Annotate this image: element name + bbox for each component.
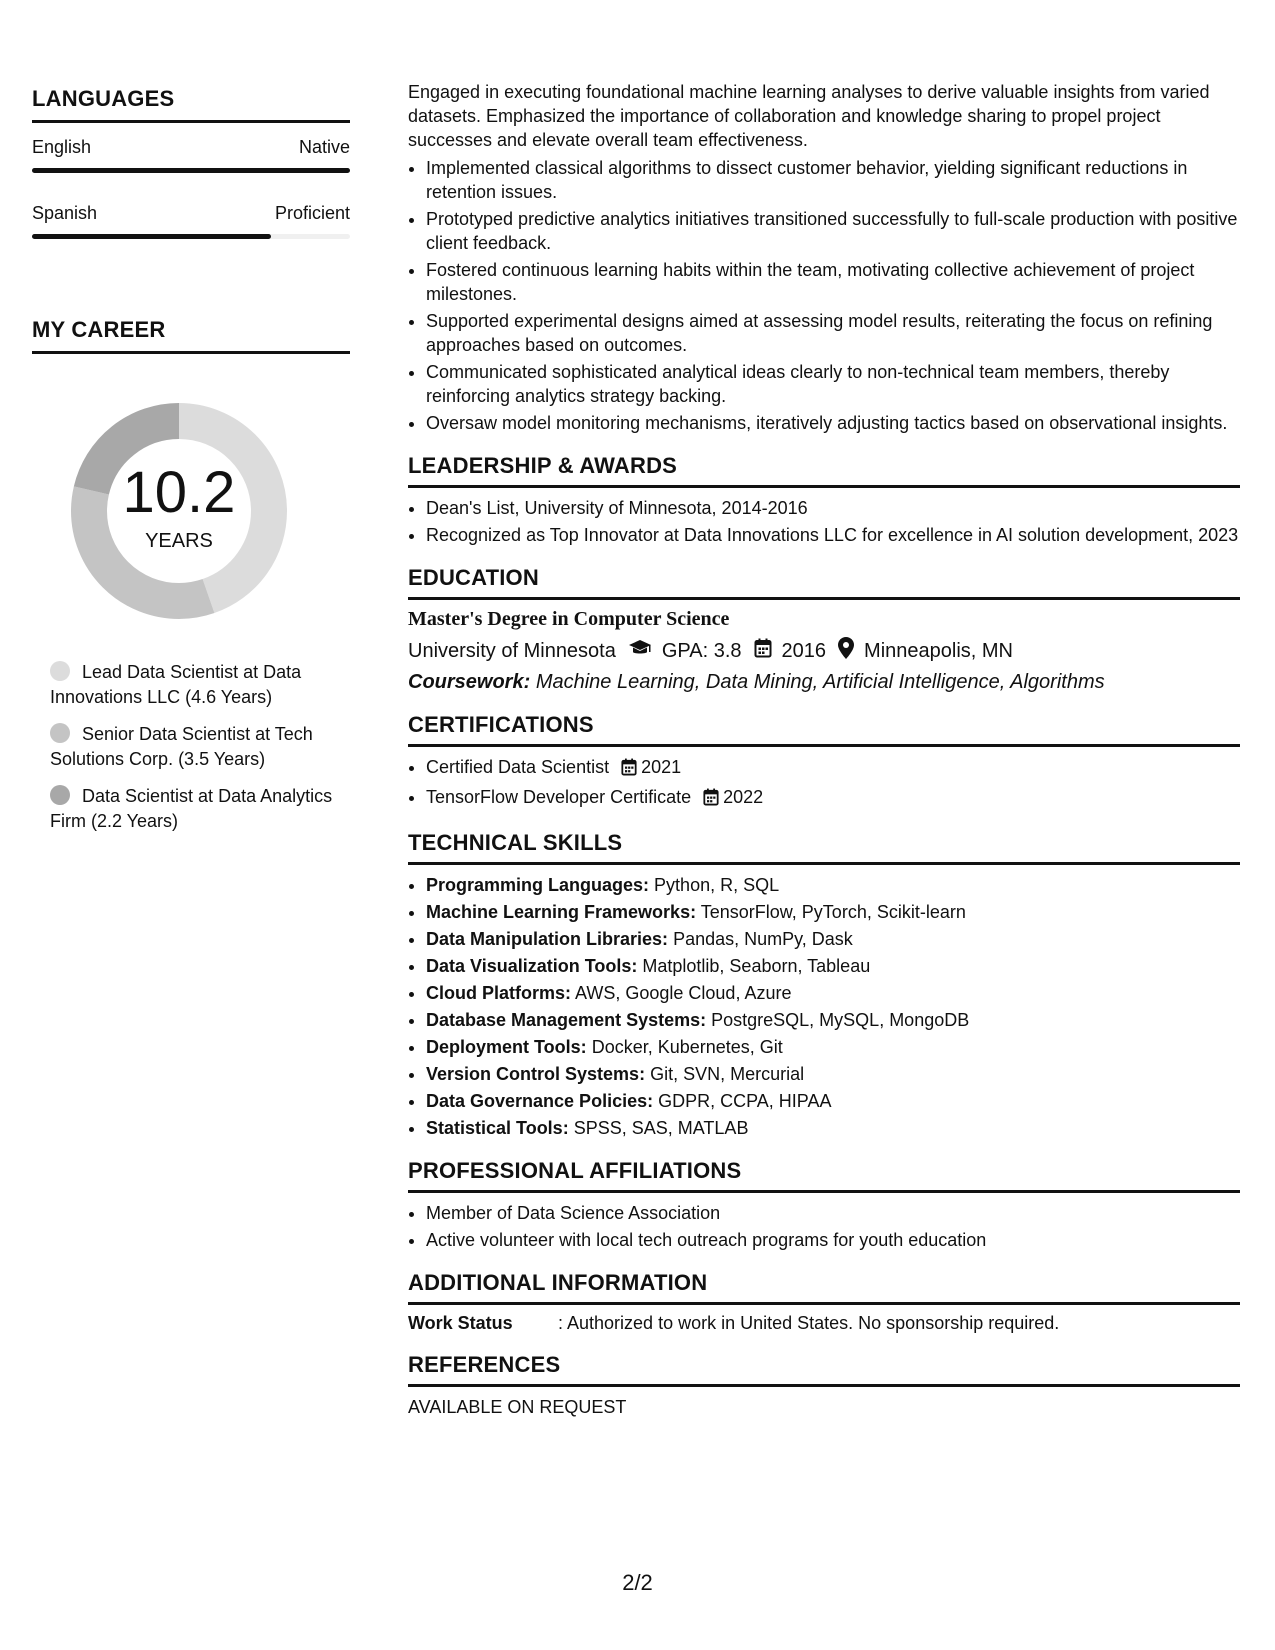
leadership-list: [408, 496, 1240, 547]
career-heading: MY CAREER: [32, 317, 350, 354]
list-item: • Dean's List, University of Minnesota, 2014-2016: [426, 496, 1240, 520]
work-status-value: : Authorized to work in United States. No sponsorship required.: [558, 1313, 1060, 1333]
list-item: [426, 785, 1240, 812]
career-legend: [50, 660, 350, 834]
coursework-label: Coursework:: [408, 671, 531, 693]
list-item: • Version Control Systems: Git, SVN, Mercurial: [426, 1062, 1240, 1086]
leadership-heading: LEADERSHIP & AWARDS: [408, 453, 1240, 488]
list-item: • Active volunteer with local tech outreach programs for youth education: [426, 1228, 1240, 1252]
legend-dot-icon: [50, 785, 70, 805]
calendar-icon: [703, 788, 719, 812]
list-item: • Fostered continuous learning habits within the team, motivating collective achievement of project milestones.: [426, 258, 1240, 306]
career-legend-item: Senior Data Scientist at Tech Solutions Corp. (3.5 Years): [50, 724, 313, 769]
skills-list: [408, 873, 1240, 1140]
certification-name: Certified Data Scientist: [426, 757, 610, 777]
graduation-year: 2016: [781, 639, 827, 662]
list-item: • Oversaw model monitoring mechanisms, iteratively adjusting tactics based on observational insights.: [426, 411, 1240, 435]
list-item: • Deployment Tools: Docker, Kubernetes, Git: [426, 1035, 1240, 1059]
references-heading: REFERENCES: [408, 1352, 1240, 1387]
language-level-bar: [32, 168, 350, 173]
career-legend-item: Lead Data Scientist at Data Innovations LLC (4.6 Years): [50, 662, 302, 707]
language-level: Native: [298, 137, 350, 157]
list-item: • Machine Learning Frameworks: TensorFlow, PyTorch, Scikit-learn: [426, 900, 1240, 924]
language-level: Proficient: [274, 203, 350, 223]
language-level-bar: [32, 234, 350, 239]
work-status: [408, 1313, 1240, 1334]
language-name: Spanish: [32, 203, 98, 223]
page-number: 2/2: [622, 1570, 653, 1595]
certification-year: 2022: [723, 787, 764, 807]
list-item: • Programming Languages: Python, R, SQL: [426, 873, 1240, 897]
calendar-icon: [754, 638, 772, 664]
skills-heading: TECHNICAL SKILLS: [408, 830, 1240, 865]
affiliations-heading: PROFESSIONAL AFFILIATIONS: [408, 1158, 1240, 1193]
school-location: Minneapolis, MN: [864, 639, 1013, 662]
language-item: [32, 137, 350, 173]
career-legend-item: Data Scientist at Data Analytics Firm (2.2 Years): [50, 786, 333, 831]
language-item: [32, 203, 350, 239]
additional-info-heading: ADDITIONAL INFORMATION: [408, 1270, 1240, 1305]
coursework-list: Machine Learning, Data Mining, Artificial Intelligence, Algorithms: [535, 671, 1105, 693]
list-item: • Statistical Tools: SPSS, SAS, MATLAB: [426, 1116, 1240, 1140]
left-column: [32, 86, 350, 846]
map-pin-icon: [838, 637, 854, 665]
language-level-fill: [32, 234, 271, 239]
language-level-fill: [32, 168, 350, 173]
list-item: • Database Management Systems: PostgreSQL, MySQL, MongoDB: [426, 1008, 1240, 1032]
legend-dot-icon: [50, 661, 70, 681]
list-item: • Data Manipulation Libraries: Pandas, NumPy, Dask: [426, 927, 1240, 951]
list-item: • Member of Data Science Association: [426, 1201, 1240, 1225]
legend-dot-icon: [50, 723, 70, 743]
education-heading: EDUCATION: [408, 565, 1240, 600]
career-donut-chart: [64, 396, 294, 626]
list-item: • Recognized as Top Innovator at Data Innovations LLC for excellence in AI solution development, 2023: [426, 523, 1240, 547]
work-status-label: Work Status: [408, 1313, 513, 1333]
gpa: GPA: 3.8: [661, 639, 742, 662]
list-item: • Implemented classical algorithms to dissect customer behavior, yielding significant reductions in retention issues.: [426, 156, 1240, 204]
references-text: AVAILABLE ON REQUEST: [408, 1397, 627, 1417]
degree-title: Master's Degree in Computer Science: [408, 608, 730, 630]
language-name: English: [32, 137, 92, 157]
certification-name: TensorFlow Developer Certificate: [426, 787, 692, 807]
list-item: • Prototyped predictive analytics initiatives transitioned successfully to full-scale production with positive client feedback.: [426, 207, 1240, 255]
affiliations-list: [408, 1201, 1240, 1252]
right-column: [408, 80, 1240, 1419]
calendar-icon: [621, 758, 637, 782]
coursework: [408, 671, 1240, 694]
list-item: • Supported experimental designs aimed at assessing model results, reiterating the focus on refining approaches based on outcomes.: [426, 309, 1240, 357]
certification-year: 2021: [641, 757, 682, 777]
school-name: University of Minnesota: [408, 639, 616, 662]
certifications-heading: CERTIFICATIONS: [408, 712, 1240, 747]
languages-heading: LANGUAGES: [32, 86, 350, 123]
certifications-list: [408, 755, 1240, 812]
experience-bullets: [408, 156, 1240, 435]
list-item: • Communicated sophisticated analytical ideas clearly to non-technical team members, thereby reinforcing analytics strategy backing.: [426, 360, 1240, 408]
education-meta: [408, 637, 1240, 665]
career-years-unit: YEARS: [145, 529, 213, 552]
list-item: • Data Visualization Tools: Matplotlib, Seaborn, Tableau: [426, 954, 1240, 978]
list-item: • Data Governance Policies: GDPR, CCPA, HIPAA: [426, 1089, 1240, 1113]
career-years-value: 10.2: [122, 459, 236, 525]
list-item: • Cloud Platforms: AWS, Google Cloud, Azure: [426, 981, 1240, 1005]
list-item: [426, 755, 1240, 782]
graduation-cap-icon: [628, 639, 652, 663]
experience-summary: Engaged in executing foundational machine learning analyses to derive valuable insights from varied datasets. Emphasized the importance of collaboration and knowledge sharing to propel project successes and elevate overall team effectiveness.: [408, 82, 1210, 150]
